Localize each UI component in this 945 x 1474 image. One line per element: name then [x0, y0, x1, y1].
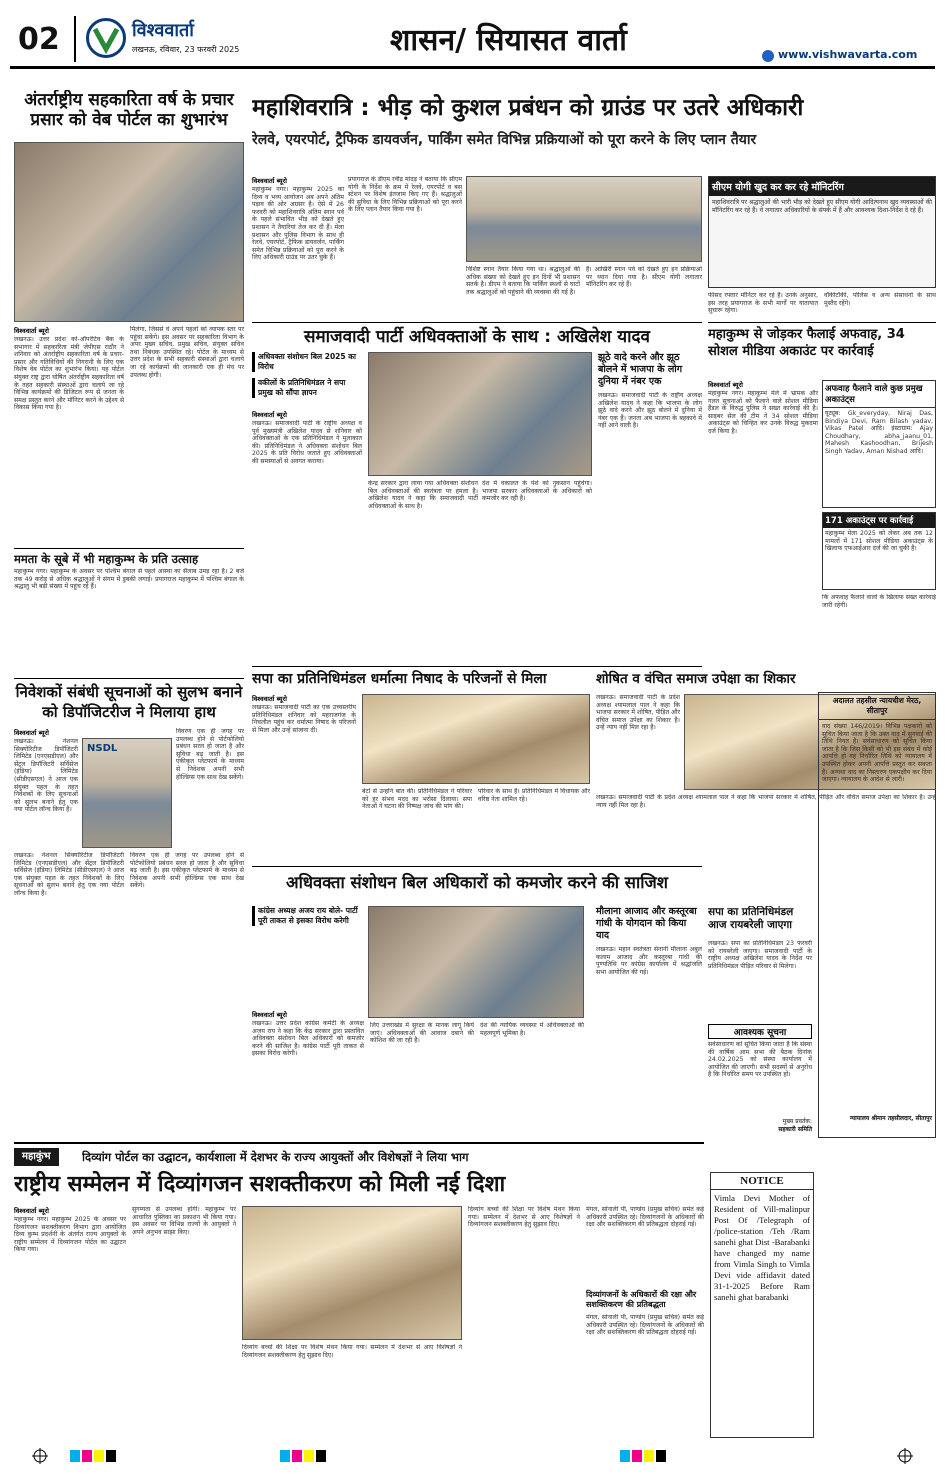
a8-body-2: लखनऊ। समाजवादी पार्टी के प्रदेश अध्यक्ष श्यामलाल पाल ने कहा कि भाजपा सरकार में शोषित, पीड़ित और वंचित समाज उपेक्षा का शिकार है। उन्हें न्याय नहीं मिल रहा है।: [596, 794, 936, 809]
a7-body: लखनऊ। समाजवादी पार्टी का एक उच्चस्तरीय प्रतिनिधिमंडल शनिवार को महराजगंज के निचलौल पहुंच कर धर्मात्मा निषाद के परिजनों से मिला और उन्हें सांत्वना दी।: [252, 704, 356, 734]
a3-body-4: विवरण एक ही जगह पर उपलब्ध होने से पोर्टफोलियो प्रबंधन सरल हो जाता है और सुविधा बढ़ जाती है। इस एकीकृत प्लेटफार्म के माध्यम से निवेशक अपनी सभी होल्डिंग्स एक साथ देख सकेंगे।: [130, 852, 244, 890]
a9-photo: [368, 906, 584, 1018]
a11-title: आवश्यक सूचना: [708, 1024, 812, 1039]
a6-byline: विश्ववार्ता ब्यूरो: [708, 381, 743, 389]
a6-box-action: [822, 512, 936, 590]
a9-body-2: लिए उत्तराखंड में सुरक्षा के मानक लागू किये जाएं। अधिवक्ताओं की आवाज दबाने की कोशिश की जा रही है।: [370, 1022, 474, 1045]
a5-body-2: केन्द्र सरकार द्वारा लाया गया अधिवक्ता संशोधन बिल अधिवक्ताओं की स्वतंत्रता पर हमला है। अखिलेश यादव ने कहा कि समाजवादी पार्टी अधिवक्ताओं के साथ है।: [368, 480, 478, 510]
a5-sidebox-title: झूठे वादे करने और झूठ बोलने में भाजपा के लोग दुनिया में नंबर एक: [598, 352, 683, 387]
bottom-body: महाकुम्भ नगर। महाकुम्भ 2025 के अवसर पर दिव्यांगजन सशक्तीकरण विभाग द्वारा आयोजित दिव्य कुम्भ प्रदर्शनी के अंतर्गत राज्य आयुक्तों के राष्ट्रीय सम्मेलन में दिव्यांगजन पोर्टल का उद्घाटन किया गया।: [14, 1216, 126, 1254]
a4-byline: विश्ववार्ता ब्यूरो: [252, 177, 287, 185]
a4-body-2: प्रयागराज के डीएम रवींद्र मांदड़ ने बताया कि सीएम योगी के निर्देश के क्रम में रेलवे, एयरपोर्ट व बस स्टेशन पर विशेष इंतजाम किए गए हैं। श्रद्धालुओं की सुविधा के लिए विभिन्न प्रक्रियाओं को पूरा करने के लिए प्लान तैयार किया गया है।: [348, 176, 462, 214]
a3-body-2: विवरण एक ही जगह पर उपलब्ध होने से पोर्टफोलियो प्रबंधन सरल हो जाता है और सुविधा बढ़ जाती है। इस एकीकृत प्लेटफार्म के माध्यम से निवेशक अपनी सभी होल्डिंग्स एक साथ देख सकेंगे।: [176, 728, 244, 781]
a8-body: लखनऊ। समाजवादी पार्टी के प्रदेश अध्यक्ष श्यामलाल पाल ने कहा कि भाजपा सरकार में शोषित, पीड़ित और वंचित समाज उपेक्षा का शिकार है। उन्हें न्याय नहीं मिल रहा है।: [596, 694, 680, 732]
bottom-body-2: सुगम्यता से उपलब्ध होंगी। महाकुम्भ पर आधारित पुस्तिका का प्रकाशन भी किया गया। इस अवसर पर विभिन्न राज्यों के आयुक्तों ने अपने अनुभव साझा किए।: [132, 1206, 236, 1236]
a4-photo: [466, 176, 702, 262]
a4-body-4: हैं। आखिरी स्नान पर्व को देखते हुए इन प्रक्रियाओं पर ध्यान दिया गया है। सीएम योगी लगातार मॉनिटरिंग कर रहे हैं।: [586, 266, 702, 289]
a8-headline: शोषित व वंचित समाज उपेक्षा का शिकार: [596, 671, 796, 687]
a3-body: लखनऊ। नेशनल सिक्योरिटीज डिपॉजिटरी लिमिटेड (एनएसडीएल) और सेंट्रल डिपॉजिटरी सर्विसेज (इंडिया) लिमिटेड (सीडीएसएल) ने आज एक संयुक्त पहल के तहत निवेशकों के लिए सूचनाओं को सुलभ बनाने हेतु एक नया पोर्टल लॉन्च किया है।: [14, 738, 78, 814]
a1-headline: अंतर्राष्ट्रीय सहकारिता वर्ष के प्रचार प्रसार को वेब पोर्टल का शुभारंभ: [24, 90, 234, 130]
bottom-body-3: दिव्यांग बच्चों की शिक्षा पर विशेष मंथन किया गया। सम्मेलन में देशभर से आए विशेषज्ञों ने दिव्यांगजन सशक्तीकरण हेतु सुझाव दिए।: [242, 1344, 462, 1359]
a9-byline: विश्ववार्ता ब्यूरो: [252, 1011, 287, 1019]
a5-sidebox: [598, 352, 702, 662]
bottom-subhead: दिव्यांगजनों के अधिकारों की रक्षा और सशक्तिकरण की प्रतिबद्धता: [586, 1290, 697, 1309]
bottom-byline: विश्ववार्ता ब्यूरो: [14, 1207, 49, 1215]
a7-byline: विश्ववार्ता ब्यूरो: [252, 695, 287, 703]
a9-sidebox: [596, 906, 702, 1138]
a7-photo: [362, 694, 590, 784]
bottom-section-label: महाकुंभ: [14, 1148, 59, 1166]
a11-sign: मुख्य प्रवर्तक:: [782, 1118, 812, 1125]
paper-name: विश्ववार्ता: [132, 20, 194, 41]
a7-headline: सपा का प्रतिनिधिमंडल धर्मात्मा निषाद के परिजनों से मिला: [252, 671, 547, 687]
masthead: [10, 10, 935, 68]
a9-bullet: कांग्रेस अध्यक्ष अजय राय बोले- पार्टी पूरी ताकत से इसका विरोध करेगी: [252, 906, 360, 926]
a12-title: अदालत तहसील न्यायधीश मेरठ, सीतापुर: [819, 693, 935, 720]
a6-body: महाकुम्भ नगर। महाकुम्भ मेले में भ्रामक और गलत सूचनाओं को फैलाने वाले सोशल मीडिया हैंडल के विरुद्ध पुलिस ने सख्त कार्रवाई की है। साइबर सेल की टीम ने 34 सोशल मीडिया अकाउंट्स को चिन्हित कर उनके विरुद्ध मुकदमा दर्ज किया है।: [708, 390, 818, 435]
a6-box-action-title: 171 अकाउंट्स पर कार्रवाई: [823, 513, 935, 528]
a5-bullet-1: अधिवक्ता संशोधन बिल 2025 का विरोध: [252, 352, 362, 372]
a12-court-notice: [818, 692, 936, 1138]
a4-subheadline: रेलवे, एयरपोर्ट, ट्रैफिक डायवर्जन, पार्किंग समेत विभिन्न प्रक्रियाओं को पूरा करने के लिए प्लान तैयार: [252, 132, 757, 148]
english-notice: [710, 1172, 814, 1438]
bottom-body-4: दिव्यांग बच्चों की शिक्षा पर विशेष मंथन किया गया। सम्मेलन में देशभर से आए विशेषज्ञों ने दिव्यांगजन सशक्तीकरण हेतु सुझाव दिए।: [468, 1206, 580, 1229]
edition-date: लखनऊ, रविवार, 23 फरवरी 2025: [132, 45, 240, 54]
a4-sidebox-body: महाशिवरात्रि पर श्रद्धालुओं की भारी भीड़ को देखते हुए सीएम योगी आदित्यनाथ खुद व्यवस्थाओं की मॉनिटरिंग कर रहे हैं। वे लगातार अधिकारियों के संपर्क में हैं और आवश्यक दिशा-निर्देश दे रहे हैं।: [712, 199, 932, 214]
a5-sidebox-body: लखनऊ। समाजवादी पार्टी के राष्ट्रीय अध्यक्ष अखिलेश यादव ने कहा कि भाजपा के लोग झूठे वादे करने और झूठ बोलने में दुनिया में नंबर एक हैं। जनता अब भाजपा के बहकावे में नहीं आने वाली है।: [598, 392, 702, 430]
a4-headline: महाशिवरात्रि : भीड़ को कुशल प्रबंधन को ग्राउंड पर उतरे अधिकारी: [252, 95, 804, 121]
a10-headline: सपा का प्रतिनिधिमंडल आज रायबरेली जाएगा: [708, 906, 794, 931]
a1-body-2: मिलेगा, जिससे वे अपने पहलों को व्यापक स्तर पर पहुंचा सकेंगे। इस अवसर पर सहकारिता विभाग के अपर मुख्य सचिव, प्रमुख सचिव, संयुक्त सचिव तथा निबंधक उपस्थित रहे। पोर्टल के माध्यम से उत्तर प्रदेश के सभी सहकारी संस्थाओं द्वारा चलाये जा रहे कार्यक्रमों की जानकारी एक ही मंच पर उपलब्ध होगी।: [130, 326, 244, 379]
a3-photo-caption: NSDL: [87, 743, 118, 754]
a4-body-3: विशिष्ट स्नान तैयार किया गया था। श्रद्धालुओं की अधिक संख्या को देखते हुए इन दिनों भी प्रशासन सतर्क है। डीएम ने बताया कि पार्किंग स्थलों से घाटों तक श्रद्धालुओं को पहुंचाने की व्यवस्था की गई है।: [466, 266, 580, 296]
a5-bullet-2: वकीलों के प्रतिनिधिमंडल ने सपा प्रमुख को सौंपा ज्ञापन: [252, 378, 362, 398]
a3-headline: निवेशकों संबंधी सूचनाओं को सुलभ बनाने को डिपॉजिटरीज ने मिलाया हाथ: [15, 683, 243, 721]
bottom-body-5: मंगल, सोनाली पी, पाण्डेय (प्रमुख सचिव) समेत कई अधिकारी उपस्थित रहे। दिव्यांगजनों के अधिकारों की रक्षा और सशक्तिकरण की प्रतिबद्धता दोहराई गई।: [586, 1206, 704, 1229]
a1-photo: [14, 142, 244, 322]
a2-headline: ममता के सूबे में भी महाकुम्भ के प्रति उत्साह: [14, 552, 199, 566]
a9-body-3: देश की न्यायिक व्यवस्था में अधिवक्ताओं की महत्वपूर्ण भूमिका है।: [480, 1022, 584, 1037]
a6-box-accounts: [822, 380, 936, 508]
a6-box-accounts-title: अफवाह फैलाने वाले कुछ प्रमुख अकाउंट्स: [823, 381, 935, 408]
section-title: शासन/ सियासत वार्ता: [390, 23, 627, 58]
english-notice-title: NOTICE: [711, 1173, 813, 1190]
a6-box-accounts-body: यूट्यूब: Gk_everyday, Niraj Das, Bindiya Devi, Ram Bilash yadav, Vikas Patel आदि। इंस्टाग्राम: Ajay Choudhary, abha_jaanu_01, Mahesh Kashoodhan, Brijesh Singh Yadav, Aman Nishad आदि।: [825, 410, 933, 455]
bottom-headline: राष्ट्रीय सम्मेलन में दिव्यांगजन सशक्तीकरण को मिली नई दिशा: [14, 1172, 506, 1197]
registration-strip: [0, 1446, 945, 1466]
a9-headline: अधिवक्ता संशोधन बिल अधिकारों को कमजोर करने की साजिश: [286, 873, 668, 892]
bottom-photo: [242, 1206, 462, 1340]
a6-headline: महाकुम्भ से जोड़कर फैलाई अफवाह, 34 सोशल मीडिया अकाउंट पर कार्रवाई: [708, 327, 905, 359]
a5-body: लखनऊ। समाजवादी पार्टी के राष्ट्रीय अध्यक्ष व पूर्व मुख्यमंत्री अखिलेश यादव से शनिवार को अधिवक्ताओं के एक प्रतिनिधिमंडल ने मुलाकात की। प्रतिनिधिमंडल ने अधिवक्ता संशोधन बिल 2025 के प्रति विरोध जताते हुए अधिवक्ताओं की समस्याओं से अवगत कराया।: [252, 420, 362, 465]
a5-byline: विश्ववार्ता ब्यूरो: [252, 411, 287, 419]
a5-body-3: देश में वकालत के पेशे को नुकसान पहुंचेगा। भाजपा सरकार अधिवक्ताओं के अधिकारों को कमजोर कर रही है।: [482, 480, 592, 503]
a3-byline: विश्ववार्ता ब्यूरो: [14, 729, 49, 737]
a6-box-action-body: महाकुम्भ मेला 2025 को लेकर अब तक 12 मामलों में 171 सोशल मीडिया अकाउंट्स के खिलाफ एफआईआर दर्ज की जा चुकी है।: [825, 530, 933, 553]
a3-body-3: लखनऊ। नेशनल सिक्योरिटीज डिपॉजिटरी लिमिटेड (एनएसडीएल) और सेंट्रल डिपॉजिटरी सर्विसेज (इंडिया) लिमिटेड (सीडीएसएल) ने आज एक संयुक्त पहल के तहत निवेशकों के लिए सूचनाओं को सुलभ बनाने हेतु एक नया पोर्टल लॉन्च किया है।: [14, 852, 124, 897]
a6-body-foot: कि अफवाह फैलाने वालों के खिलाफ सख्त कार्रवाई जारी रहेगी।: [822, 594, 936, 609]
a12-sign: न्यायालय श्रीमान तहसीलदार, सीतापुर: [849, 1115, 932, 1122]
a10-body: लखनऊ। सपा का प्रतिनिधिमंडल 23 फरवरी को रायबरेली जाएगा। समाजवादी पार्टी के राष्ट्रीय अध्यक्ष अखिलेश यादव के निर्देश पर प्रतिनिधिमंडल पीड़ित परिवार से मिलेगा।: [708, 940, 812, 970]
a7-body-3: परिवार के साथ है। प्रतिनिधिमंडल में विधायक और वरिष्ठ नेता शामिल रहे।: [478, 788, 590, 803]
a3-photo: [82, 738, 172, 848]
a1-body: लखनऊ। उत्तर प्रदेश को-ऑपरेटिव बैंक के सभागार में सहकारिता मंत्री जेपीएस राठौर ने शनिवार को अंतर्राष्ट्रीय सहकारिता वर्ष के प्रचार-प्रसार और गतिविधियों की निगरानी के लिए एक विशेष वेब पोर्टल का शुभारंभ किया। यह पोर्टल संयुक्त राष्ट्र द्वारा घोषित अंतर्राष्ट्रीय सहकारिता वर्ष के तहत सहकारी संस्थाओं द्वारा चलाये जा रहे विभिन्न कार्यक्रमों की डिजिटल रूप से जनता के समक्ष प्रस्तुत करने और मॉनिटर करने के उद्देश्य से विकास किया गया है।: [14, 336, 124, 412]
a11-org: सहकारी समिति: [778, 1126, 812, 1133]
a4-sidebox: [708, 176, 936, 288]
a4-body: महाकुम्भ नगर। महाकुम्भ 2025 का दिव्य व भव्य आयोजन अब अपने अंतिम पड़ाव की ओर अग्रसर है। ऐसे में 26 फरवरी को महाशिवरात्रि अंतिम स्नान पर्व के पहले संभावित भीड़ को देखते हुए प्रशासन ने तैयारियां तेज कर दी हैं। मेला प्रशासन और पुलिस विभाग के साथ ही रेलवे, एयरपोर्ट, ट्रैफिक डायवर्जन, पार्किंग समेत विभिन्न प्रक्रियाओं को पूरा करने के लिए अधिकारी ग्राउंड पर उतर चुके हैं।: [252, 186, 344, 262]
a9-sidebox-title: मौलाना आजाद और कस्तूरबा गांधी के योगदान को किया याद: [596, 906, 697, 941]
a2-body: महाकुम्भ नगर। महाकुम्भ के अवसर पर पश्चिम बंगाल से पहले आस्था का सैलाब उमड़ रहा है। 2 बजे तक 49 करोड़ से अधिक श्रद्धालुओं ने संगम में डुबकी लगाई। प्रयागराज महाकुम्भ में पश्चिम बंगाल के श्रद्धालु भी बड़ी संख्या में पहुंच रहे हैं।: [14, 568, 244, 591]
a11-body: सर्वसाधारण को सूचित किया जाता है कि संस्था की वार्षिक आम सभा की बैठक दिनांक 24.02.2025 को संस्था कार्यालय में आयोजित की जाएगी। सभी सदस्यों से अनुरोध है कि निर्धारित समय पर उपस्थित हों।: [708, 1041, 812, 1079]
a4-sidebox-col2: वॉकीटॉकी, पोलिस व अन्य संसाधनों के साथ मुस्तैद रहेंगे।: [824, 292, 936, 307]
website-link[interactable]: www.vishwavarta.com: [778, 48, 918, 61]
a1-byline: विश्ववार्ता ब्यूरो: [14, 327, 49, 335]
brand-logo-icon: [86, 18, 126, 58]
bottom-kicker: दिव्यांग पोर्टल का उद्घाटन, कार्यशाला में देशभर के राज्य आयुक्तों और विशेषज्ञों ने लिया भाग: [82, 1150, 469, 1164]
english-notice-body: Vimla Devi Mother of Resident of Vill-malinpur Post Of /Telegraph of /police-station /Teh /Ram sanehi ghat Dist -Barabanki have changed my name from Vimla Singh to Vimla Devi vide affidavit dated 31-1-2025 Before Ram sanehi ghat barabanki: [714, 1193, 810, 1302]
a4-sidebox-after: फीसद रफ्तार मॉनिटर कर रहे हैं। उनके अनुसार, इस तरह प्रयागराज के सभी मार्गों पर यातायात सुचारू रहेगा।: [708, 292, 818, 315]
a9-body: लखनऊ। उत्तर प्रदेश कांग्रेस कमेटी के अध्यक्ष अजय राय ने कहा कि केंद्र सरकार द्वारा प्रस्तावित अधिवक्ता संशोधन बिल अधिकारों को कमजोर करने की साजिश है। कांग्रेस पार्टी पूरी ताकत से इसका विरोध करेगी।: [252, 1020, 364, 1058]
bottom-col5: [586, 1206, 704, 1438]
a7-body-2: बेटों से उन्होंने बात की। प्रतिनिधिमंडल ने परिवार को हर संभव मदद का भरोसा दिलाया। सपा नेताओं ने घटना की निष्पक्ष जांच की मांग की।: [362, 788, 472, 811]
a11-notice: [708, 1024, 812, 1138]
globe-icon: [762, 50, 774, 62]
a4-sidebox-title: सीएम योगी खुद कर कर रहे मॉनिटरिंग: [709, 177, 935, 196]
a5-photo: [368, 352, 592, 476]
page-number: 02: [18, 22, 60, 57]
bottom-body-6: मंगल, सोनाली पी, पाण्डेय (प्रमुख सचिव) समेत कई अधिकारी उपस्थित रहे। दिव्यांगजनों के अधिकारों की रक्षा और सशक्तिकरण की प्रतिबद्धता दोहराई गई।: [586, 1314, 704, 1337]
a12-body: वाद संख्या 146/2019। विभिन्न पक्षकारों को सूचित किया जाता है कि उक्त वाद में सुनवाई की तिथि नियत है। सर्वसाधारण को सूचित किया जाता है कि जिस किसी को भी इस संबंध में कोई आपत्ति हो वह निर्धारित तिथि को न्यायालय में उपस्थित होकर अपनी आपत्ति प्रस्तुत कर सकता है। अन्यथा वाद का निस्तारण एकपक्षीय कर दिया जाएगा। न्यायालय के आदेश से जारी।: [822, 723, 932, 784]
a5-headline: समाजवादी पार्टी अधिवक्ताओं के साथ : अखिलेश यादव: [303, 327, 651, 347]
a9-sidebox-body: लखनऊ। महान स्वतंत्रता सेनानी मौलाना अबुल कलाम आजाद और कस्तूरबा गांधी की पुण्यतिथि पर कांग्रेस कार्यालय में श्रद्धांजलि सभा आयोजित की गई।: [596, 946, 702, 976]
